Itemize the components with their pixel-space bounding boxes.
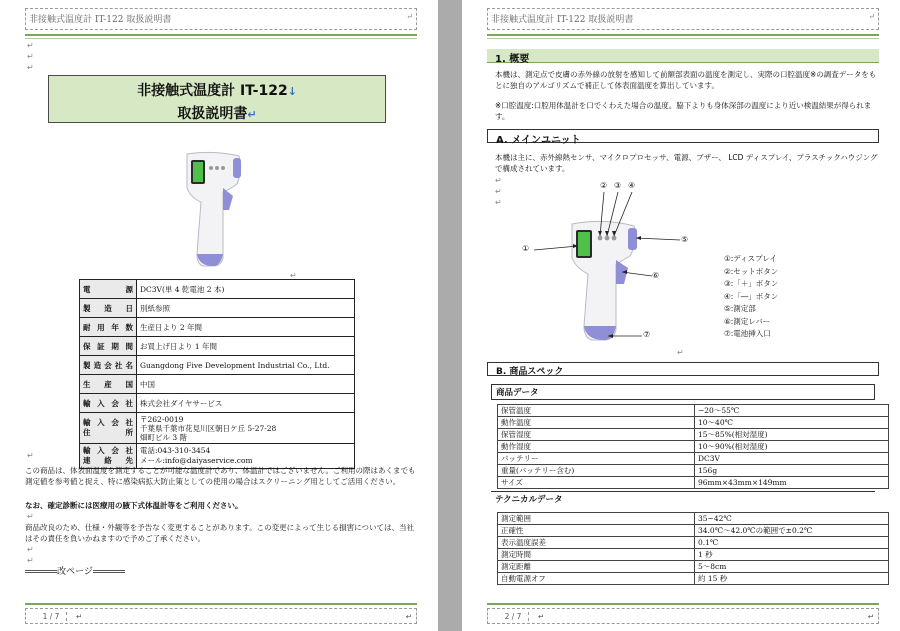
table-row	[498, 561, 889, 573]
pilcrow-mark: ↵	[495, 198, 502, 207]
spec-key: 連 絡 先	[83, 456, 133, 465]
table-row	[498, 465, 889, 477]
mainunit-diagram	[512, 180, 692, 350]
spec-value: DC3V(単 4 乾電池 2 本)	[137, 280, 355, 299]
page-header	[25, 8, 417, 30]
spec-value: お買上げ日より 1 年間	[137, 337, 355, 356]
table-row	[498, 441, 889, 453]
spec-value: 生産日より 2 年間	[137, 318, 355, 337]
disclaimer-bold: なお、確定診断には医療用の腋下式体温計等をご利用ください。	[25, 501, 243, 510]
pilcrow-mark: ↵	[76, 612, 83, 621]
table-row	[498, 549, 889, 561]
callout-5: ⑤	[681, 235, 689, 244]
spec-key: 生 産 国	[80, 375, 137, 394]
title-line-1: 非接触式温度計 IT-122	[137, 83, 288, 99]
spec-key: 電 源	[80, 280, 137, 299]
callout-7: ⑦	[643, 330, 651, 339]
thermometer-illustration	[572, 221, 637, 340]
spec-value: 1 秒	[695, 549, 889, 561]
table-row	[80, 318, 355, 337]
header-rule	[487, 34, 879, 36]
header-rule	[25, 34, 417, 36]
spec-value: 0.1℃	[695, 537, 889, 549]
spec-key: 動作湿度	[498, 441, 695, 453]
spec-key: 耐用年数	[80, 318, 137, 337]
spec-key: 輸入会社	[83, 446, 133, 455]
list-item: ②:セットボタン	[724, 266, 779, 276]
callout-2: ②	[600, 181, 608, 190]
pilcrow-mark: ↵	[27, 545, 34, 554]
callout-4: ④	[628, 181, 636, 190]
subsection-title: テクニカルデータ	[495, 495, 563, 505]
contact-email: メール:info@daiyaservice.com	[140, 456, 253, 465]
spec-value: 156g	[695, 465, 889, 477]
callout-1: ①	[522, 244, 530, 253]
table-row	[498, 429, 889, 441]
spec-value: 株式会社ダイヤサービス	[137, 394, 355, 413]
spec-key: サイズ	[498, 477, 695, 489]
spec-value: 34.0℃～42.0℃の範囲で±0.2℃	[695, 525, 889, 537]
spec-value: DC3V	[695, 453, 889, 465]
spec-value: 5～8cm	[695, 561, 889, 573]
spec-key: 自動電源オフ	[498, 573, 695, 585]
spec-key: バッテリー	[498, 453, 695, 465]
spec-key: 測定時間	[498, 549, 695, 561]
spec-key: 保証期間	[80, 337, 137, 356]
spec-key: 輸入会社	[83, 418, 133, 427]
document-title-box	[48, 75, 386, 123]
spec-value: 96mm×43mm×149mm	[695, 477, 889, 489]
table-row	[80, 375, 355, 394]
pilcrow-mark: ↵	[406, 12, 413, 21]
table-row	[80, 356, 355, 375]
list-item: ③:「＋」ボタン	[724, 279, 779, 288]
section-title: B. 商品スペック	[496, 367, 564, 377]
mainunit-paragraph: 本機は主に、赤外線熱センサ、マイクロプロセッサ、電源、ブザー、 LCD ディスプレイ、プラスチックハウジングで構成されています。	[495, 153, 878, 173]
page-break-marker	[25, 567, 417, 578]
spec-value: Guangdong Five Development Industrial Co., Ltd.	[137, 356, 355, 375]
section-overview-heading	[487, 49, 879, 63]
pilcrow-mark: ↵	[405, 612, 412, 621]
change-notice-paragraph: 商品改良のため、仕様・外観等を予告なく変更することがあります。この変更によって生じる損害については、当社はその責任を負いかねますので予めご了承ください。	[25, 523, 414, 543]
list-item: ①:ディスプレイ	[724, 254, 777, 263]
table-row	[498, 417, 889, 429]
page-break-label: 改ページ	[57, 567, 93, 577]
list-item: ④:「―」ボタン	[724, 291, 779, 301]
pilcrow-mark: ↵	[495, 176, 502, 185]
product-spec-table	[79, 279, 355, 469]
header-text: 非接触式温度計 IT-122 取扱説明書	[491, 15, 634, 25]
footer-rule	[487, 603, 879, 605]
contact-phone: 電話:043-310-3454	[140, 446, 211, 455]
thermometer-illustration	[183, 150, 245, 268]
table-row	[498, 525, 889, 537]
pilcrow-mark: ↵	[27, 41, 34, 50]
spec-key: 測定範囲	[498, 513, 695, 525]
section-mainunit-heading	[487, 129, 879, 146]
table-row	[80, 299, 355, 318]
table-row	[80, 413, 355, 444]
address-line: 〒262-0019	[140, 414, 184, 424]
title-line-2: 取扱説明書	[177, 106, 248, 122]
line-break-mark: ↓	[287, 85, 297, 98]
pilcrow-mark: ↵	[27, 63, 34, 72]
product-data-heading	[491, 384, 875, 400]
spec-value: 15～85%(相対湿度)	[695, 429, 889, 441]
table-row	[498, 573, 889, 585]
pilcrow-mark: ↵	[247, 108, 257, 121]
list-item: ⑥:測定レバー	[724, 316, 771, 326]
pilcrow-mark: ↵	[867, 612, 874, 621]
list-item: ⑦:電池挿入口	[724, 329, 771, 338]
spec-value: 中国	[137, 375, 355, 394]
spec-value: 10～90%(相対湿度)	[695, 441, 889, 453]
pilcrow-mark: ↵	[27, 451, 34, 460]
table-row	[80, 337, 355, 356]
header-text: 非接触式温度計 IT-122 取扱説明書	[29, 15, 172, 25]
subsection-title: 商品データ	[496, 388, 539, 398]
spec-value: 約 15 秒	[695, 573, 889, 585]
section-title: 1. 概要	[495, 54, 530, 65]
disclaimer-paragraph: この商品は、体表面温度を測定することが可能な温度計であり、体温計ではございません。ご利用の際はあくまでも測定値を参考値と捉え、特に感染病拡大防止策としての使用の場合はスクリーニング用としてご活用ください。	[25, 466, 416, 486]
list-item: ⑤:測定部	[724, 304, 756, 313]
section-title: A. メインユニット	[496, 135, 581, 146]
spec-value: −20～55℃	[695, 405, 889, 417]
spec-key: 動作温度	[498, 417, 695, 429]
spec-key: 表示温度誤差	[498, 537, 695, 549]
footnote-paragraph: ※口腔温度:口腔用体温計を口でくわえた場合の温度。脇下よりも身体深部の温度により近い検温結果が得られます。	[495, 101, 872, 121]
pilcrow-mark: ↵	[538, 612, 545, 621]
section-spec-heading	[487, 362, 879, 376]
spec-key: 輸入会社	[80, 394, 137, 413]
table-row	[80, 280, 355, 299]
table-row	[80, 394, 355, 413]
spec-key: 正確性	[498, 525, 695, 537]
footer-rule	[25, 603, 417, 605]
table-row	[498, 453, 889, 465]
spec-value: 別紙参照	[137, 299, 355, 318]
spec-key: 保管湿度	[498, 429, 695, 441]
address-line: 千葉県千葉市花見川区朝日ケ丘 5-27-28	[140, 423, 277, 433]
page-number: 2 / 7	[498, 612, 529, 621]
pilcrow-mark: ↵	[868, 12, 875, 21]
spec-key: 製 造 日	[80, 299, 137, 318]
callout-3: ③	[614, 181, 622, 190]
pilcrow-mark: ↵	[27, 52, 34, 61]
spec-key: 住 所	[83, 428, 133, 437]
product-data-table	[497, 404, 889, 489]
pilcrow-mark: ↵	[27, 512, 34, 521]
pilcrow-mark: ↵	[27, 556, 34, 565]
spec-key: 保管温度	[498, 405, 695, 417]
technical-data-heading	[491, 491, 875, 506]
spec-key: 製造会社名	[80, 356, 137, 375]
pilcrow-mark: ↵	[677, 348, 684, 357]
pilcrow-mark: ↵	[290, 271, 297, 280]
page-header	[487, 8, 879, 30]
table-row	[498, 405, 889, 417]
page-2	[462, 0, 900, 631]
table-row	[498, 513, 889, 525]
page-1	[0, 0, 438, 631]
pilcrow-mark: ↵	[495, 187, 502, 196]
table-row	[498, 537, 889, 549]
spec-key: 測定距離	[498, 561, 695, 573]
table-row	[498, 477, 889, 489]
callout-6: ⑥	[652, 271, 660, 280]
page-footer	[487, 608, 879, 624]
page-footer	[25, 608, 417, 624]
overview-paragraph: 本機は、測定点で皮膚の赤外線の放射を感知して前額部表面の温度を測定し、実際の口腔温度※の調査データをもとに独自のアルゴリズムで補正して体表面温度を算出しています。	[495, 70, 877, 90]
parts-list	[724, 253, 778, 341]
spec-value: 35~42℃	[695, 513, 889, 525]
spec-key: 重量(バッテリー含む)	[498, 465, 695, 477]
spec-value: 10～40℃	[695, 417, 889, 429]
page-number: 1 / 7	[36, 612, 67, 621]
address-line: 畑町ビル 3 階	[140, 432, 188, 442]
technical-data-table	[497, 512, 889, 585]
